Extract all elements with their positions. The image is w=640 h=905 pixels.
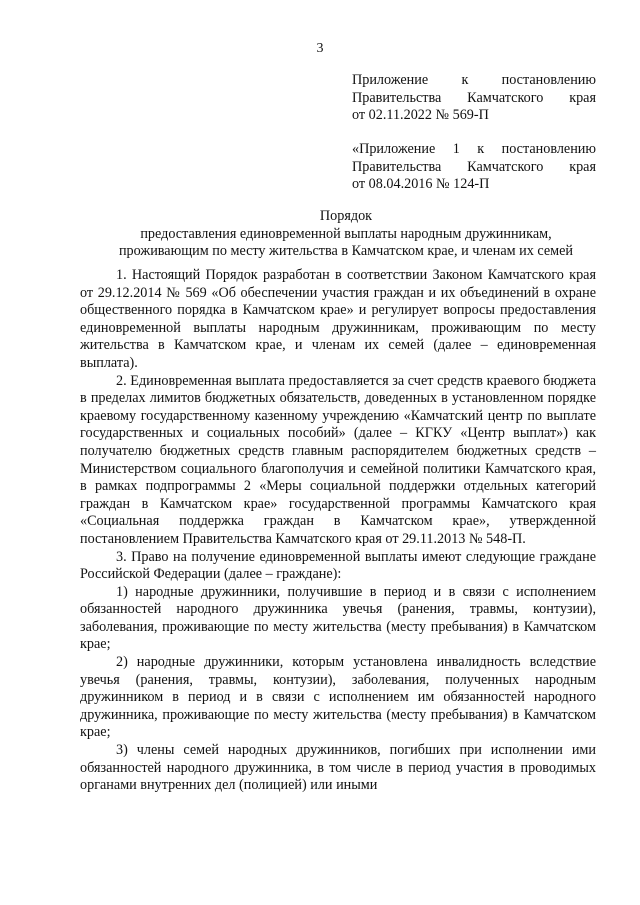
page-number: 3 <box>316 41 324 56</box>
paragraph-2: 2. Единовременная выплата предоставляется за счет средств краевого бюджета в пределах лимитов бюджетных обязательств, доведенных в установленном порядке краевому государственному казенному учреждению «Камчатский центр по выплате государственных и социальных пособий» (далее – КГКУ «Центр выплат») как получателю бюджетных средств главным распорядителем бюджетных средств – Министерством социального благополучия и семейной политики Камчатского края, в рамках подпрограммы 2 «Меры социальной поддержки отдельных категорий граждан в Камчатском крае» государственной программы Камчатского края «Социальная поддержка граждан в Камчатском крае», утвержденной постановлением Правительства Камчатского края от 29.11.2013 № 548-П. <box>80 372 596 547</box>
appendix-original <box>352 141 596 194</box>
appendix-current <box>352 72 596 125</box>
appendix-current-line-3: от 02.11.2022 № 569-П <box>352 107 489 124</box>
document-body <box>80 267 596 795</box>
paragraph-1: 1. Настоящий Порядок разработан в соответствии Законом Камчатского края от 29.12.2014 № 569 «Об обеспечении участия граждан и их объединений в охране общественного порядка в Камчатском крае» и регулирует вопросы предоставления единовременной выплаты народным дружинникам, проживающим по месту жительства в Камчатском крае, и членам их семей (далее – единовременная выплата). <box>80 267 596 371</box>
paragraph-3-item-3: 3) члены семей народных дружинников, погибших при исполнении ими обязанностей народного дружинника, в том числе в период участия в проводимых органами внутренних дел (полицией) или иными <box>80 742 596 794</box>
paragraph-3-item-2: 2) народные дружинники, которым установлена инвалидность вследствие увечья (ранения, травмы, контузии), заболевания, полученных народным дружинником в период и в связи с исполнением им обязанностей народного дружинника, проживающие по месту жительства (месту пребывания) в Камчатском крае; <box>80 654 596 741</box>
title-heading: Порядок <box>319 208 373 224</box>
appendix-original-line-3: от 08.04.2016 № 124-П <box>352 176 490 193</box>
appendix-current-line-2: Правительства Камчатского края <box>352 89 596 106</box>
appendix-original-line-2: Правительства Камчатского края <box>352 158 596 175</box>
paragraph-3-item-1: 1) народные дружинники, получившие в период и в связи с исполнением обязанностей народного дружинника увечья (ранения, травмы, контузии), заболевания, проживающие по месту жительства (месту пребывания) в Камчатском крае; <box>80 583 596 653</box>
document-title <box>80 208 612 261</box>
title-line-2: проживающим по месту жительства в Камчатском крае, и членам их семей <box>118 243 574 260</box>
appendix-original-line-1: «Приложение 1 к постановлению <box>352 141 596 157</box>
paragraph-3: 3. Право на получение единовременной выплаты имеют следующие граждане Российской Федерации (далее – граждане): <box>80 548 596 583</box>
appendix-current-line-1: Приложение к постановлению <box>352 72 596 88</box>
title-line-1: предоставления единовременной выплаты народным дружинникам, <box>140 225 552 242</box>
